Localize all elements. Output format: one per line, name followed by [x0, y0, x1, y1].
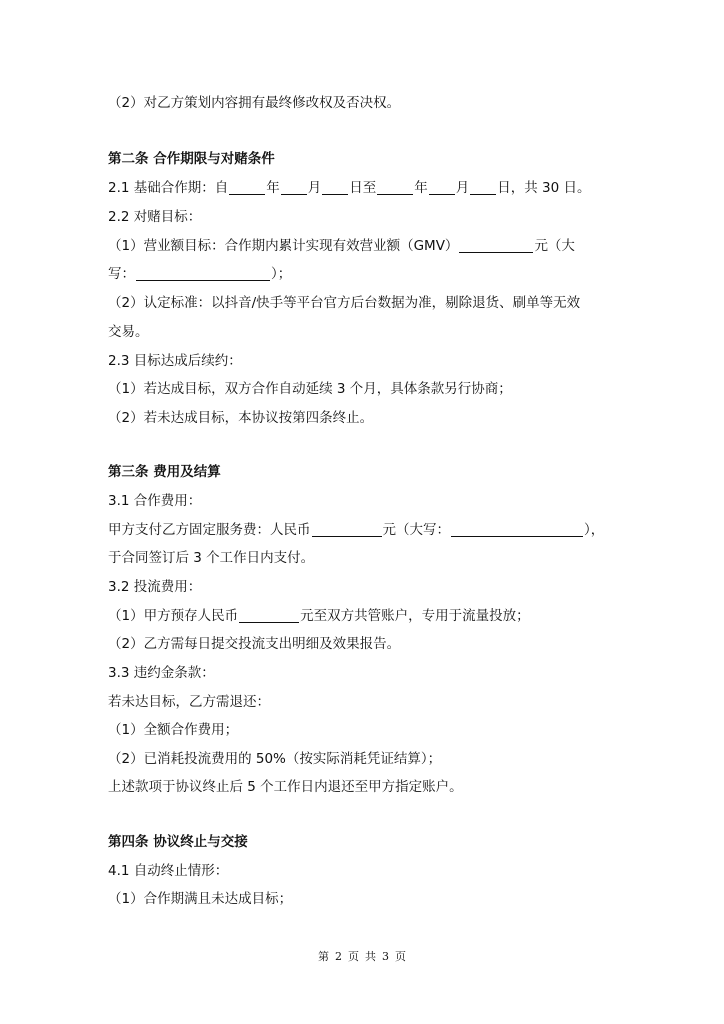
clause-penalty-2: （2）已消耗投流费用的 50%（按实际消耗凭证结算）；: [108, 751, 442, 767]
clause-gmv-target: （1）营业额目标：合作期内累计实现有效营业额（GMV） 元（大: [108, 238, 575, 254]
clause-2-3-title: 2.3 目标达成后续约：: [108, 353, 242, 369]
clause-4-1-title: 4.1 自动终止情形：: [108, 863, 229, 879]
clause-gmv-words: 写： ）；: [108, 266, 292, 282]
clause-3-2-title: 3.2 投流费用：: [108, 579, 202, 595]
clause-ad-deposit: （1）甲方预存人民币 元至双方共管账户，专用于流量投放；: [108, 608, 530, 624]
total-pages: 3: [382, 950, 389, 963]
clause-service-fee: 甲方支付乙方固定服务费：人民币 元（大写： ），: [108, 522, 605, 538]
blank-gmv-amount[interactable]: [459, 237, 533, 253]
blank-fee-words[interactable]: [451, 521, 583, 537]
blank-end-month[interactable]: [429, 179, 455, 195]
clause-ad-report: （2）乙方需每日提交投流支出明细及效果报告。: [108, 636, 401, 652]
current-page-number: 2: [335, 950, 342, 963]
article-4-heading: 第四条 协议终止与交接: [108, 834, 248, 850]
clause-penalty-1: （1）全额合作费用；: [108, 722, 239, 738]
article-3-heading: 第三条 费用及结算: [108, 464, 221, 480]
clause-renew-2: （2）若未达成目标，本协议按第四条终止。: [108, 410, 374, 426]
clause-final-edit-right: （2）对乙方策划内容拥有最终修改权及否决权。: [108, 95, 401, 111]
blank-gmv-words[interactable]: [136, 265, 270, 281]
blank-start-day[interactable]: [322, 179, 348, 195]
blank-ad-amount[interactable]: [239, 607, 299, 623]
clause-auto-terminate-1: （1）合作期满且未达成目标；: [108, 891, 293, 907]
clause-standard-line2: 交易。: [108, 324, 149, 340]
clause-3-1-title: 3.1 合作费用：: [108, 493, 202, 509]
blank-end-day[interactable]: [470, 179, 496, 195]
clause-fee-payment: 于合同签订后 3 个工作日内支付。: [108, 550, 315, 566]
clause-standard-line1: （2）认定标准：以抖音/快手等平台官方后台数据为准，剔除退货、刷单等无效: [108, 295, 581, 311]
article-2-heading: 第二条 合作期限与对赌条件: [108, 151, 275, 167]
blank-fee-amount[interactable]: [312, 521, 382, 537]
blank-start-month[interactable]: [281, 179, 307, 195]
clause-renew-1: （1）若达成目标，双方合作自动延续 3 个月，具体条款另行协商；: [108, 381, 512, 397]
clause-2-2-title: 2.2 对赌目标：: [108, 209, 202, 225]
page-footer: 第 2 页 共 3 页: [318, 950, 406, 963]
clause-penalty-refund: 上述款项于协议终止后 5 个工作日内退还至甲方指定账户。: [108, 779, 463, 795]
clause-3-3-title: 3.3 违约金条款：: [108, 665, 215, 681]
blank-start-year[interactable]: [229, 179, 265, 195]
clause-penalty-intro: 若未达目标，乙方需退还：: [108, 694, 270, 710]
clause-2-1-term: 2.1 基础合作期：自 年 月 日至 年 月 日，共 30 日。: [108, 180, 591, 196]
blank-end-year[interactable]: [377, 179, 413, 195]
